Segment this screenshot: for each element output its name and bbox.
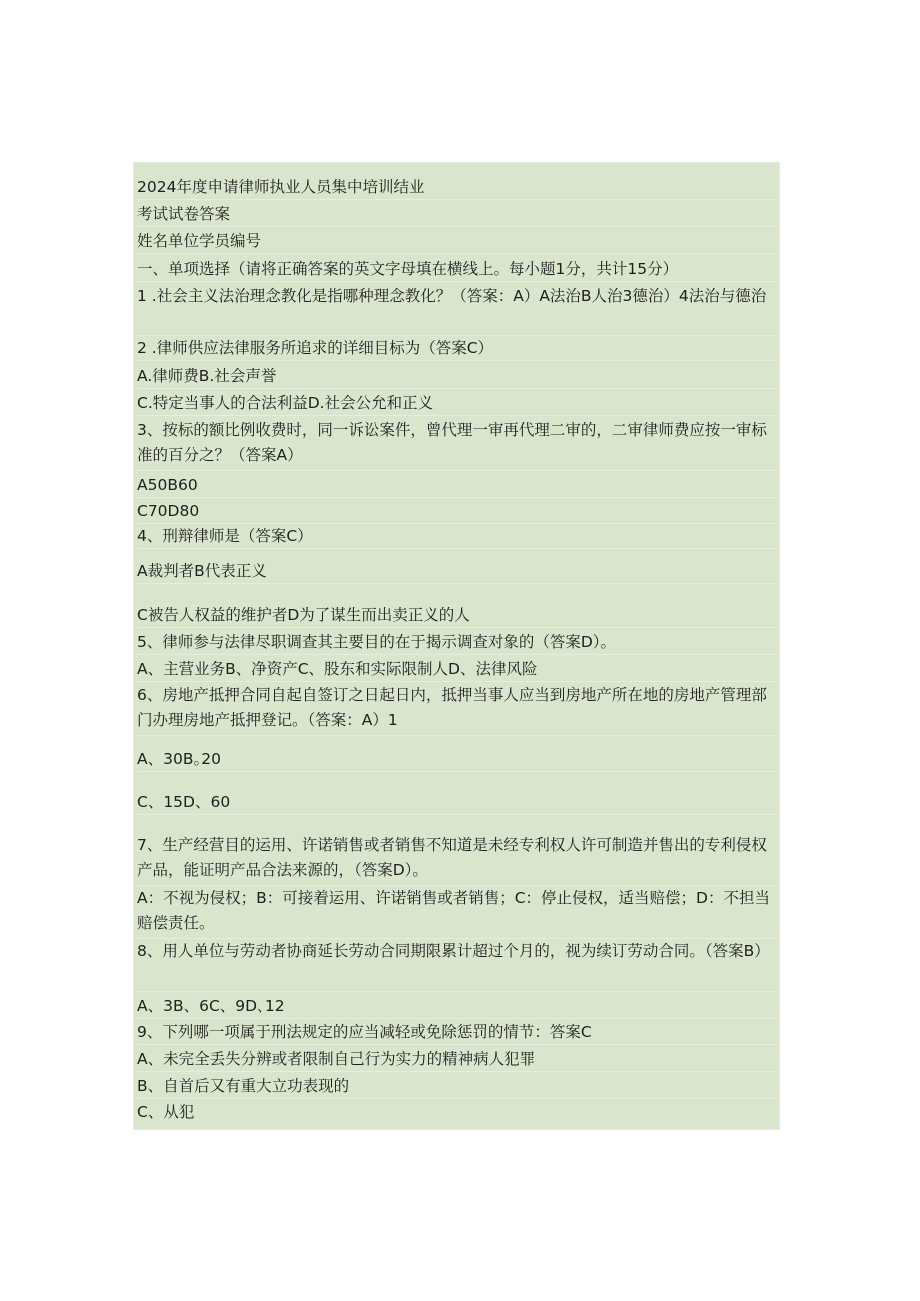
question-9-option-b [137, 1074, 777, 1099]
section-heading [137, 257, 777, 282]
title-line-2-text: 考试试卷答案 [137, 205, 231, 223]
question-9-option-c-text: C、从犯 [137, 1103, 195, 1121]
question-9 [137, 1020, 777, 1045]
question-6-options-ab-text: A、30B｡20 [137, 750, 221, 768]
question-5-options-text: A、主营业务B、净资产C、股东和实际限制人D、法律风险 [137, 660, 538, 678]
question-2-options-ab [137, 364, 777, 389]
question-3-options-ab-text: A50B60 [137, 476, 198, 494]
question-7-options [137, 886, 777, 939]
question-3-options-ab [137, 473, 777, 498]
title-line-1 [137, 175, 777, 200]
question-3-options-cd-text: C70D80 [137, 502, 200, 520]
question-6-options-cd-text: C、15D、60 [137, 793, 231, 811]
question-4-options-cd [137, 603, 777, 628]
question-3-options-cd [137, 499, 777, 524]
question-4-options-ab [137, 559, 777, 584]
question-4-options-cd-text: C被告人权益的维护者D为了谋生而出卖正义的人 [137, 606, 470, 624]
question-2-text: 2 .律师供应法律服务所追求的详细目标为（答案C） [137, 339, 494, 357]
question-2-options-cd [137, 391, 777, 416]
section-heading-text: 一、单项选择（请将正确答案的英文字母填在横线上。每小题1分，共计15分） [137, 260, 679, 278]
question-3-text: 3、按标的额比例收费时，同一诉讼案件，曾代理一审再代理二审的，二审律师费应按一审标准的百分之？（答案A） [137, 421, 767, 464]
question-2 [137, 336, 777, 361]
question-6-options-cd [137, 790, 777, 815]
question-6 [137, 683, 777, 736]
question-5 [137, 630, 777, 655]
info-line [137, 229, 777, 254]
question-9-option-a-text: A、未完全丢失分辨或者限制自己行为实力的精神病人犯罪 [137, 1050, 536, 1068]
question-4-options-ab-text: A裁判者B代表正义 [137, 562, 267, 580]
question-9-option-b-text: B、自首后又有重大立功表现的 [137, 1077, 350, 1095]
question-3 [137, 418, 777, 471]
question-8 [137, 939, 777, 992]
question-2-options-ab-text: A.律师费B.社会声誉 [137, 367, 277, 385]
question-4 [137, 524, 777, 549]
question-2-options-cd-text: C.特定当事人的合法利益D.社会公允和正义 [137, 394, 434, 412]
question-6-options-ab [137, 747, 777, 772]
question-1-text: 1 .社会主义法治理念教化是指哪种理念教化？（答案：A）A法治B人治3德治）4法治与德治 [137, 287, 767, 305]
question-6-text: 6、房地产抵押合同自起自签订之日起日内，抵押当事人应当到房地产所在地的房地产管理部门办理房地产抵押登记。（答案：A）1 [137, 686, 767, 729]
question-8-options [137, 994, 777, 1019]
question-4-text: 4、刑辩律师是（答案C） [137, 527, 313, 545]
title-line-2 [137, 202, 777, 227]
question-9-option-a [137, 1047, 777, 1072]
question-5-text: 5、律师参与法律尽职调查其主要目的在于揭示调查对象的（答案D）。 [137, 633, 617, 651]
info-line-text: 姓名单位学员编号 [137, 232, 262, 250]
exam-answer-sheet [133, 162, 780, 1130]
question-7 [137, 833, 777, 886]
question-5-options [137, 657, 777, 682]
question-7-text: 7、生产经营目的运用、许诺销售或者销售不知道是未经专利权人许可制造并售出的专利侵权产品，能证明产品合法来源的，（答案D）。 [137, 836, 767, 879]
question-1 [137, 284, 777, 336]
question-7-options-text: A：不视为侵权；B：可接着运用、许诺销售或者销售；C：停止侵权，适当赔偿；D：不担当赔偿责任。 [137, 889, 770, 932]
question-8-text: 8、用人单位与劳动者协商延长劳动合同期限累计超过个月的，视为续订劳动合同。（答案B） [137, 942, 770, 960]
question-8-options-text: A、3B、6C、9D､12 [137, 997, 285, 1015]
title-line-1-text: 2024年度申请律师执业人员集中培训结业 [137, 178, 425, 196]
question-9-text: 9、下列哪一项属于刑法规定的应当减轻或免除惩罚的情节：答案C [137, 1023, 592, 1041]
question-9-option-c [137, 1100, 777, 1124]
